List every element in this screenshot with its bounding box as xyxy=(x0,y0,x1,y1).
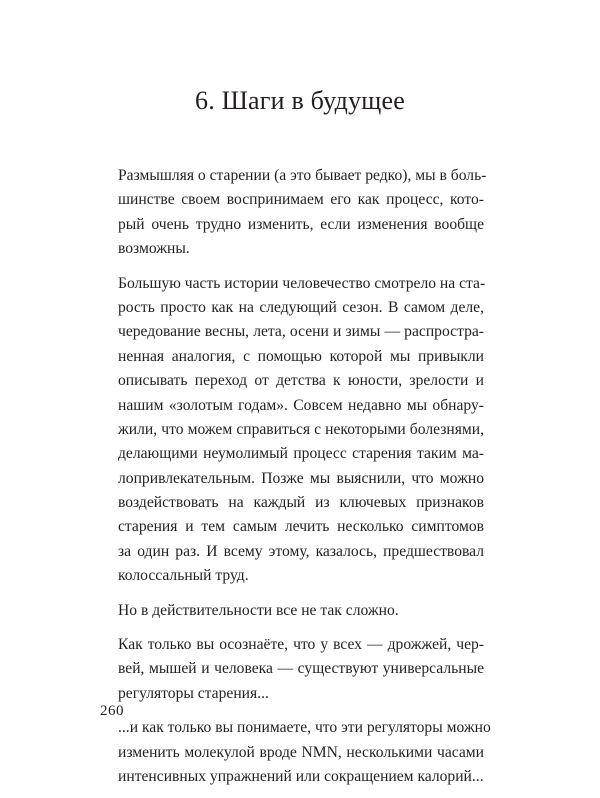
paragraph xyxy=(118,164,487,262)
text-line: воздействовать на каждый из ключевых признаков xyxy=(118,494,484,512)
text-line: вей, мышей и человека — существуют универсальные xyxy=(118,660,484,678)
text-line: нашим «золотым годам». Совсем недавно мы обнару- xyxy=(118,396,484,414)
text-line: делающими неумолимый процесс старения таким ма- xyxy=(118,445,484,463)
text-line: колоссальный труд. xyxy=(118,567,249,585)
paragraph xyxy=(118,272,484,589)
text-line: шинстве своем воспринимаем его как процесс, кото- xyxy=(118,191,484,209)
page-number: 260 xyxy=(100,703,124,719)
text-line: рость просто как на следующий сезон. В самом деле, xyxy=(118,298,484,316)
text-line: Но в действительности все не так сложно. xyxy=(118,601,399,619)
text-line: интенсивных упражнений или сокращением калорий... xyxy=(118,767,484,785)
chapter-title: 6. Шаги в будущее xyxy=(195,86,405,115)
text-line: лопривлекательным. Позже мы выяснили, что можно xyxy=(118,469,484,487)
text-line: описывать переход от детства к юности, зрелости и xyxy=(118,372,484,390)
text-line: регуляторы старения... xyxy=(118,684,269,702)
text-line: изменить молекулой вроде NMN, несколькими часами xyxy=(118,743,484,761)
text-line: жили, что можем справиться с некоторыми болезнями, xyxy=(118,420,484,438)
text-line: рый очень трудно изменить, если изменения вообще xyxy=(118,215,484,233)
text-line: ...и как только вы понимаете, что эти регуляторы можно xyxy=(118,719,491,737)
body-text xyxy=(118,164,491,798)
paragraph xyxy=(118,716,491,789)
text-line: старения и тем самым лечить несколько симптомов xyxy=(118,518,484,536)
text-line: чередование весны, лета, осени и зимы — распростра- xyxy=(118,323,484,341)
paragraph xyxy=(118,633,484,706)
text-line: Как только вы осознаёте, что у всех — дрожжей, чер- xyxy=(118,636,484,654)
text-line: Размышляя о старении (а это бывает редко), мы в боль- xyxy=(118,167,487,184)
paragraph xyxy=(118,599,484,623)
text-line: Большую часть истории человечество смотрело на ста- xyxy=(118,274,486,292)
text-line: за один раз. И всему этому, казалось, предшествовал xyxy=(118,542,484,560)
text-line: ненная аналогия, с помощью которой мы привыкли xyxy=(118,347,484,365)
text-line: возможны. xyxy=(118,240,190,258)
